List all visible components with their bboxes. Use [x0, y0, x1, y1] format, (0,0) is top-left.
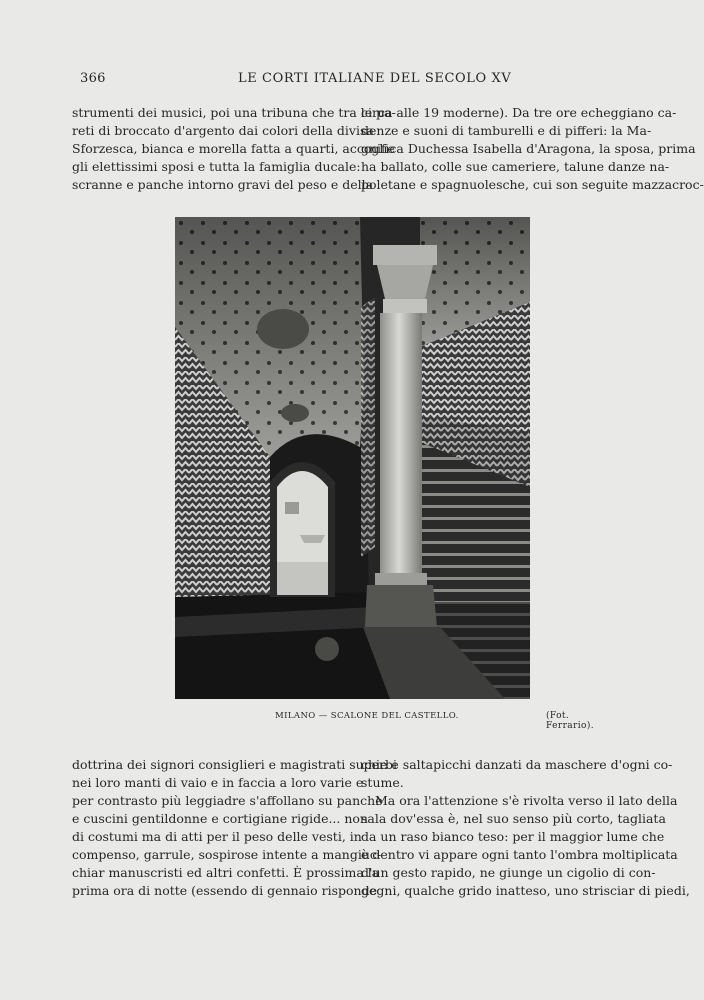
text-column-bottom-right: [361, 756, 690, 900]
text-line: gli elettissimi sposi e tutta la famiglia ducale:: [72, 159, 361, 174]
running-title: LE CORTI ITALIANE DEL SECOLO XV: [238, 71, 512, 86]
text-line: chiar manuscristi ed altri confetti. È prossima la: [72, 865, 380, 880]
text-line: nei loro manti di vaio e in faccia a loro varie e: [72, 775, 364, 790]
text-line: scranne e panche intorno gravi del peso e della: [72, 177, 374, 192]
text-line: d'un gesto rapido, ne giunge un cigolio di con-: [361, 865, 656, 880]
text-line: da un raso bianco teso: per il maggior lume che: [361, 829, 665, 844]
text-line: di costumi ma di atti per il peso delle vesti, in: [72, 829, 362, 844]
caption-title: MILANO — SCALONE DEL CASTELLO.: [275, 711, 459, 721]
text-line: gegni, qualche grido inatteso, uno strisciar di piedi,: [361, 883, 690, 898]
page-number: 366: [80, 71, 106, 86]
text-line: sala dov'essa è, nel suo senso più corto, tagliata: [361, 811, 666, 826]
photo-credit: (Fot. Ferrario).: [546, 711, 595, 731]
page-header: [80, 71, 620, 89]
text-line: poletane e spagnuolesche, cui son seguite mazzacroc-: [361, 177, 704, 192]
text-column-top-left: [72, 104, 396, 194]
text-line: denze e suoni di tamburelli e di pifferi: la Ma-: [361, 123, 652, 138]
text-line: è dentro vi appare ogni tanto l'ombra moltiplicata: [361, 847, 678, 862]
staircase-photograph: [175, 217, 530, 699]
text-line: Ma ora l'attenzione s'è rivolta verso il lato della: [375, 793, 678, 808]
text-line: Sforzesca, bianca e morella fatta a quarti, accoglie: [72, 141, 395, 156]
text-column-top-right: [361, 104, 704, 194]
text-line: chie e saltapicchi danzati da maschere d'ogni co-: [361, 757, 673, 772]
text-line: prima ora di notte (essendo di gennaio risponde: [72, 883, 377, 898]
text-line: gnifica Duchessa Isabella d'Aragona, la sposa, prima: [361, 141, 696, 156]
text-line: per contrasto più leggiadre s'affollano su panche: [72, 793, 383, 808]
text-line: strumenti dei musici, poi una tribuna che tra le pa-: [72, 105, 396, 120]
text-line: e cuscini gentildonne e cortigiane rigide... non: [72, 811, 368, 826]
figure-caption: [175, 711, 620, 731]
text-line: compenso, garrule, sospirose intente a mangiuc-: [72, 847, 382, 862]
text-line: reti di broccato d'argento dai colori della divisa: [72, 123, 374, 138]
text-line: circa alle 19 moderne). Da tre ore echeggiano ca-: [361, 105, 677, 120]
text-line: dottrina dei signori consiglieri e magistrati superbi: [72, 757, 398, 772]
text-line: stume.: [361, 775, 404, 790]
text-line: ha ballato, colle sue cameriere, talune danze na-: [361, 159, 670, 174]
